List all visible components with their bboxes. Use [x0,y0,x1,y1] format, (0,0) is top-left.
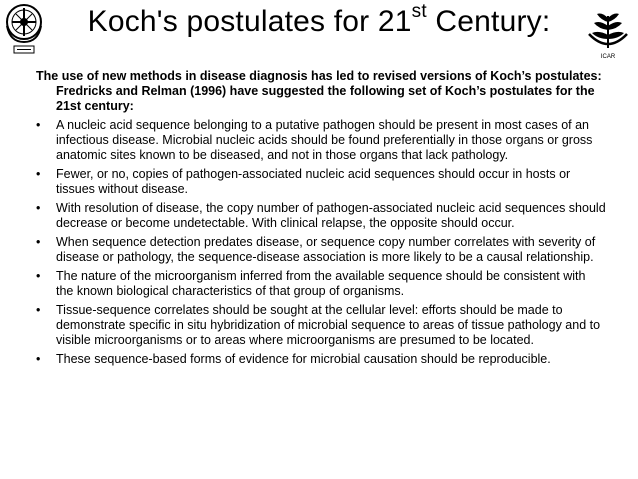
list-item [36,352,606,367]
page-title [0,2,638,42]
list-item-text: The nature of the microorganism inferred from the available sequence should be consistent with the known biological characteristics of that group of organisms. [56,269,586,298]
list-item-text: A nucleic acid sequence belonging to a putative pathogen should be present in most cases of an infectious disease. Microbial nucleic acids should be found preferentially in those organs or gross anatomic sites known to be diseased, and not in those organs that lack pathology. [56,118,593,162]
bullet-icon: • [36,269,41,283]
list-item [36,235,606,265]
bullet-icon: • [36,201,41,215]
list-item-text: With resolution of disease, the copy number of pathogen-associated nucleic acid sequences should decrease or become undetectable. With clinical relapse, the opposite should occur. [56,201,606,230]
list-item-text: When sequence detection predates disease, or sequence copy number correlates with severity of disease or pathology, the sequence-disease association is more likely to be a causal relationship. [56,235,596,264]
bullet-icon: • [36,303,41,317]
intro-paragraph: The use of new methods in disease diagnosis has led to revised versions of Koch’s postulates: Fredricks and Relman (1996) have suggested the following set of Koch’s postulates for the 21st century: [36,69,602,113]
slide-body [36,69,606,371]
list-item [36,118,606,163]
bullet-icon: • [36,167,41,181]
list-item [36,269,606,299]
list-item-text: Fewer, or no, copies of pathogen-associated nucleic acid sequences should occur in hosts or tissues without disease. [56,167,571,196]
title-superscript: st [411,1,427,22]
list-item-text: These sequence-based forms of evidence for microbial causation should be reproducible. [56,352,551,366]
list-item-text: Tissue-sequence correlates should be sought at the cellular level: efforts should be made to demonstrate specific in situ hybridization of microbial sequence to areas of tissue pathology and to visible microorganisms or to areas where microorganisms are presumed to be located. [56,303,601,347]
title-main: Koch's postulates for 21 [87,5,412,38]
list-item [36,303,606,348]
postulate-list [36,118,606,367]
list-item [36,167,606,197]
bullet-icon: • [36,118,41,132]
title-suffix: Century: [426,5,551,38]
bullet-icon: • [36,235,41,249]
icar-logo-text: ICAR [600,54,616,60]
list-item [36,201,606,231]
bullet-icon: • [36,352,41,366]
